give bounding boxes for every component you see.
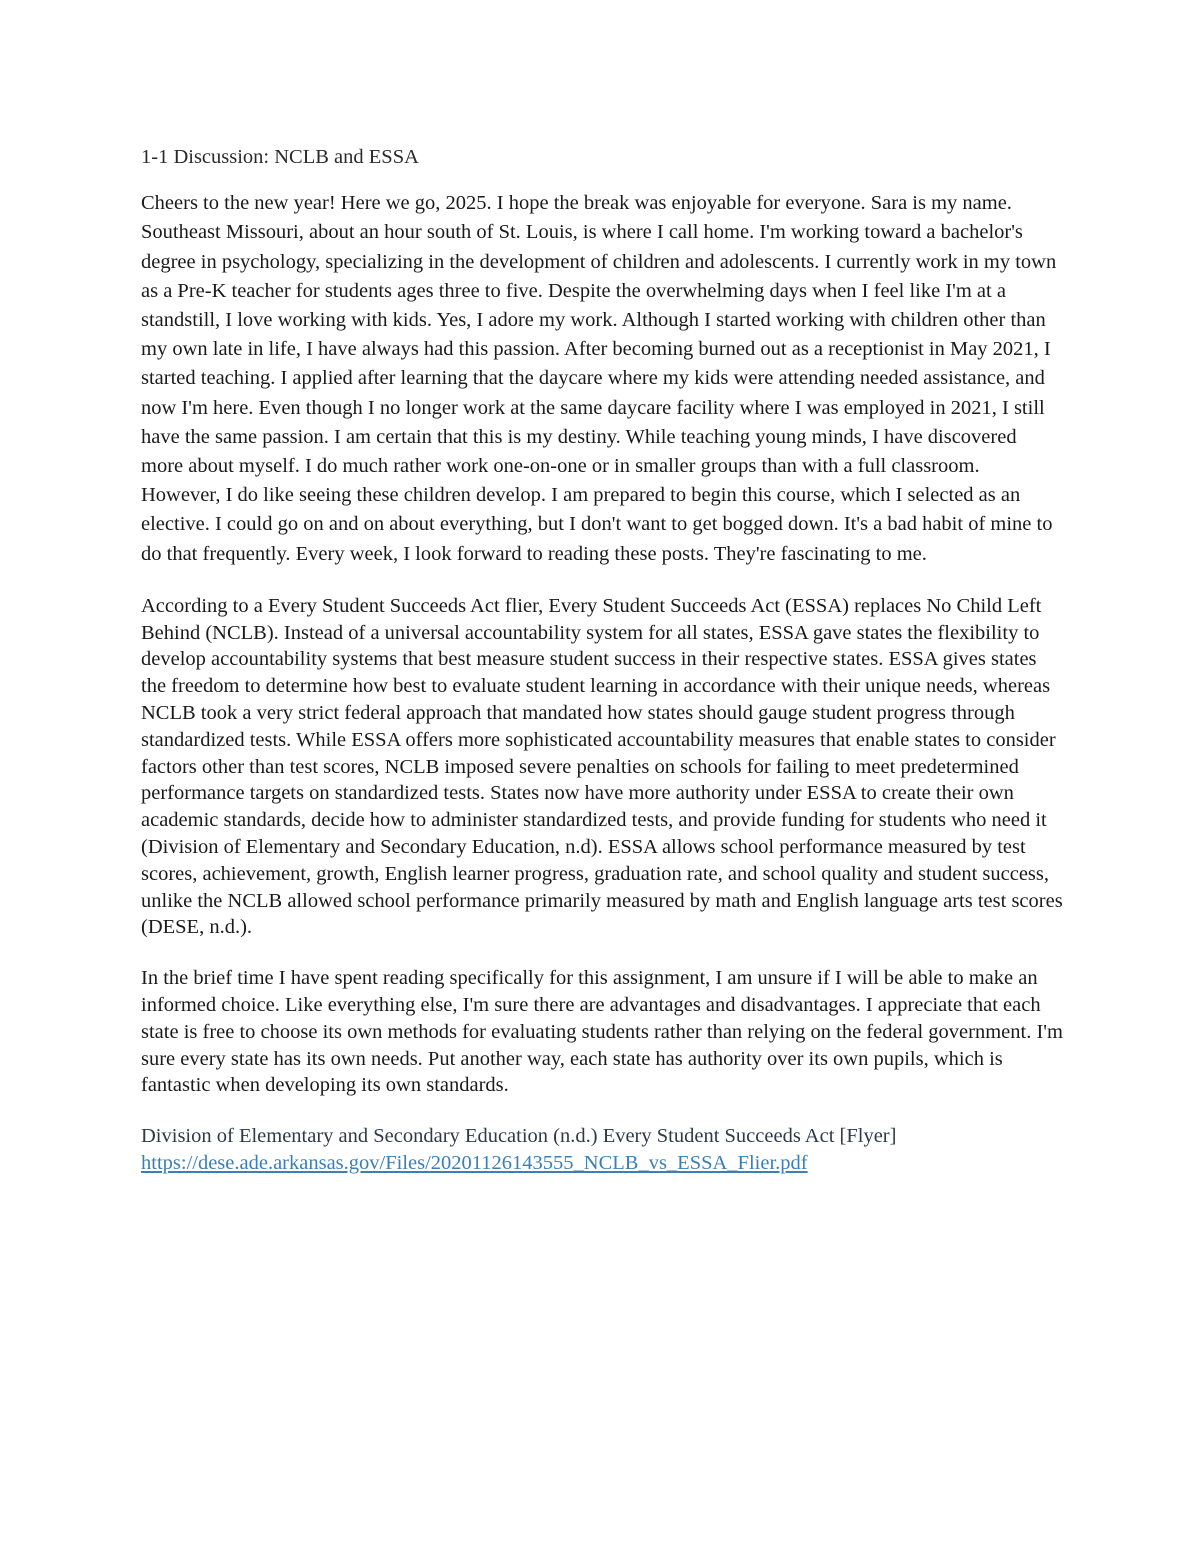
reference-citation: Division of Elementary and Secondary Education (n.d.) Every Student Succeeds Act [Flyer] [141,1125,897,1148]
paragraph-opinion: In the brief time I have spent reading specifically for this assignment, I am unsure if I will be able to make an informed choice. Like everything else, I'm sure there are advantages and disadvantages. I appreciate that each state is free to choose its own methods for evaluating students rather than relying on the federal government. I'm sure every state has its own needs. Put another way, each state has authority over its own pupils, which is fantastic when developing its own standards. [141,967,1063,1097]
reference-link[interactable]: https://dese.ade.arkansas.gov/Files/20201126143555_NCLB_vs_ESSA_Flier.pdf [141,1151,808,1174]
paragraph-essa-vs-nclb: According to a Every Student Succeeds Act flier, Every Student Succeeds Act (ESSA) replaces No Child Left Behind (NCLB). Instead of a universal accountability system for all states, ESSA gave states the flexibility to develop accountability systems that best measure student success in their respective states. ESSA gives states the freedom to determine how best to evaluate student learning in accordance with their unique needs, whereas NCLB took a very strict federal approach that mandated how states should gauge student progress through standardized tests. While ESSA offers more sophisticated accountability measures that enable states to consider factors other than test scores, NCLB imposed severe penalties on schools for failing to meet predetermined performance targets on standardized tests. States now have more authority under ESSA to create their own academic standards, decide how to administer standardized tests, and provide funding for students who need it (Division of Elementary and Secondary Education, n.d). ESSA allows school performance measured by test scores, achievement, growth, English learner progress, graduation rate, and school quality and student success, unlike the NCLB allowed school performance primarily measured by math and English language arts test scores (DESE, n.d.). [141,594,1063,939]
reference-entry [141,1123,1063,1176]
document-title: 1-1 Discussion: NCLB and ESSA [141,146,419,168]
document-body [141,143,1063,1176]
paragraph-introduction: Cheers to the new year! Here we go, 2025. I hope the break was enjoyable for everyone. Sara is my name. Southeast Missouri, about an hour south of St. Louis, is where I call home. I'm working toward a bachelor's degree in psychology, specializing in the development of children and adolescents. I currently work in my town as a Pre-K teacher for students ages three to five. Despite the overwhelming days when I feel like I'm at a standstill, I love working with kids. Yes, I adore my work. Although I started working with children other than my own late in life, I have always had this passion. After becoming burned out as a receptionist in May 2021, I started teaching. I applied after learning that the daycare where my kids were attending needed assistance, and now I'm here. Even though I no longer work at the same daycare facility where I was employed in 2021, I still have the same passion. I am certain that this is my destiny. While teaching young minds, I have discovered more about myself. I do much rather work one-on-one or in smaller groups than with a full classroom. However, I do like seeing these children develop. I am prepared to begin this course, which I selected as an elective. I could go on and on about everything, but I don't want to get bogged down. It's a bad habit of mine to do that frequently. Every week, I look forward to reading these posts. They're fascinating to me. [141,192,1057,565]
